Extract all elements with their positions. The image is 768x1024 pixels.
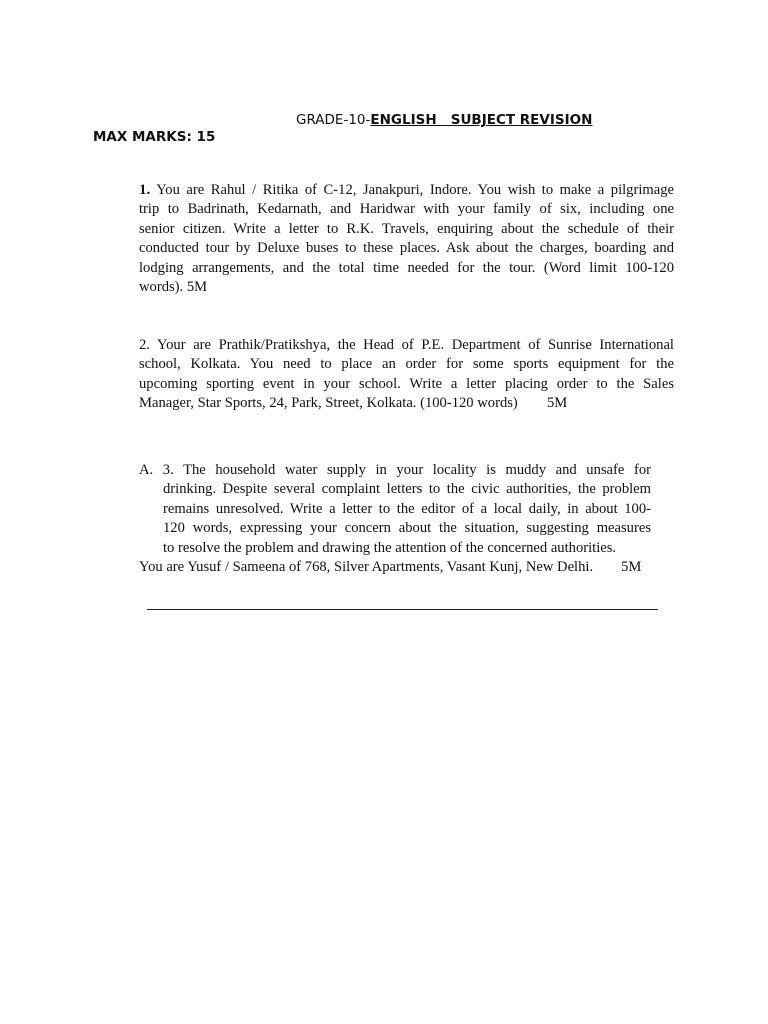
grade-label: GRADE-10-	[296, 112, 371, 128]
question-2	[139, 336, 674, 414]
question-3-address-text: You are Yusuf / Sameena of 768, Silver Apartments, Vasant Kunj, New Delhi.	[139, 559, 594, 575]
question-3-line: drinking. Despite several complaint letters to the civic authorities, the problem	[163, 481, 651, 498]
question-3-marks: 5M	[621, 559, 642, 575]
question-1-line: senior citizen. Write a letter to R.K. Travels, enquiring about the schedule of their	[139, 220, 674, 237]
question-2-line: school, Kolkata. You need to place an order for some sports equipment for the	[139, 356, 674, 373]
question-1-line-text: You are Rahul / Ritika of C-12, Janakpuri, Indore. You wish to make a pilgrimage	[156, 182, 674, 198]
question-3-line: remains unresolved. Write a letter to the editor of a local daily, in about 100-	[163, 500, 651, 517]
question-2-line: upcoming sporting event in your school. Write a letter placing order to the Sales	[139, 375, 674, 392]
question-1	[139, 181, 674, 297]
question-1-line: trip to Badrinath, Kedarnath, and Haridwar with your family of six, including one	[139, 201, 674, 218]
question-2-line: Manager, Star Sports, 24, Park, Street, Kolkata. (100-120 words) 5M	[139, 395, 568, 412]
page-title	[296, 112, 592, 128]
question-2-line: 2. Your are Prathik/Pratikshya, the Head of P.E. Department of Sunrise International	[139, 337, 674, 353]
question-1-number: 1.	[139, 182, 151, 198]
question-1-line: words). 5M	[139, 279, 208, 296]
max-marks: MAX MARKS: 15	[93, 129, 216, 145]
question-3-address	[139, 558, 641, 577]
question-1-line: conducted tour by Deluxe buses to these places. Ask about the charges, boarding and	[139, 240, 674, 257]
question-1-line: lodging arrangements, and the total time needed for the tour. (Word limit 100-120	[139, 259, 674, 276]
horizontal-rule	[147, 609, 658, 610]
subject-title: ENGLISH SUBJECT REVISION	[370, 112, 593, 128]
question-1-line	[139, 181, 674, 200]
question-3-line: A. 3. The household water supply in your locality is muddy and unsafe for	[139, 462, 651, 478]
question-3-line: to resolve the problem and drawing the attention of the concerned authorities.	[163, 539, 617, 556]
question-3	[139, 461, 651, 558]
question-3-line: 120 words, expressing your concern about the situation, suggesting measures	[163, 520, 651, 537]
